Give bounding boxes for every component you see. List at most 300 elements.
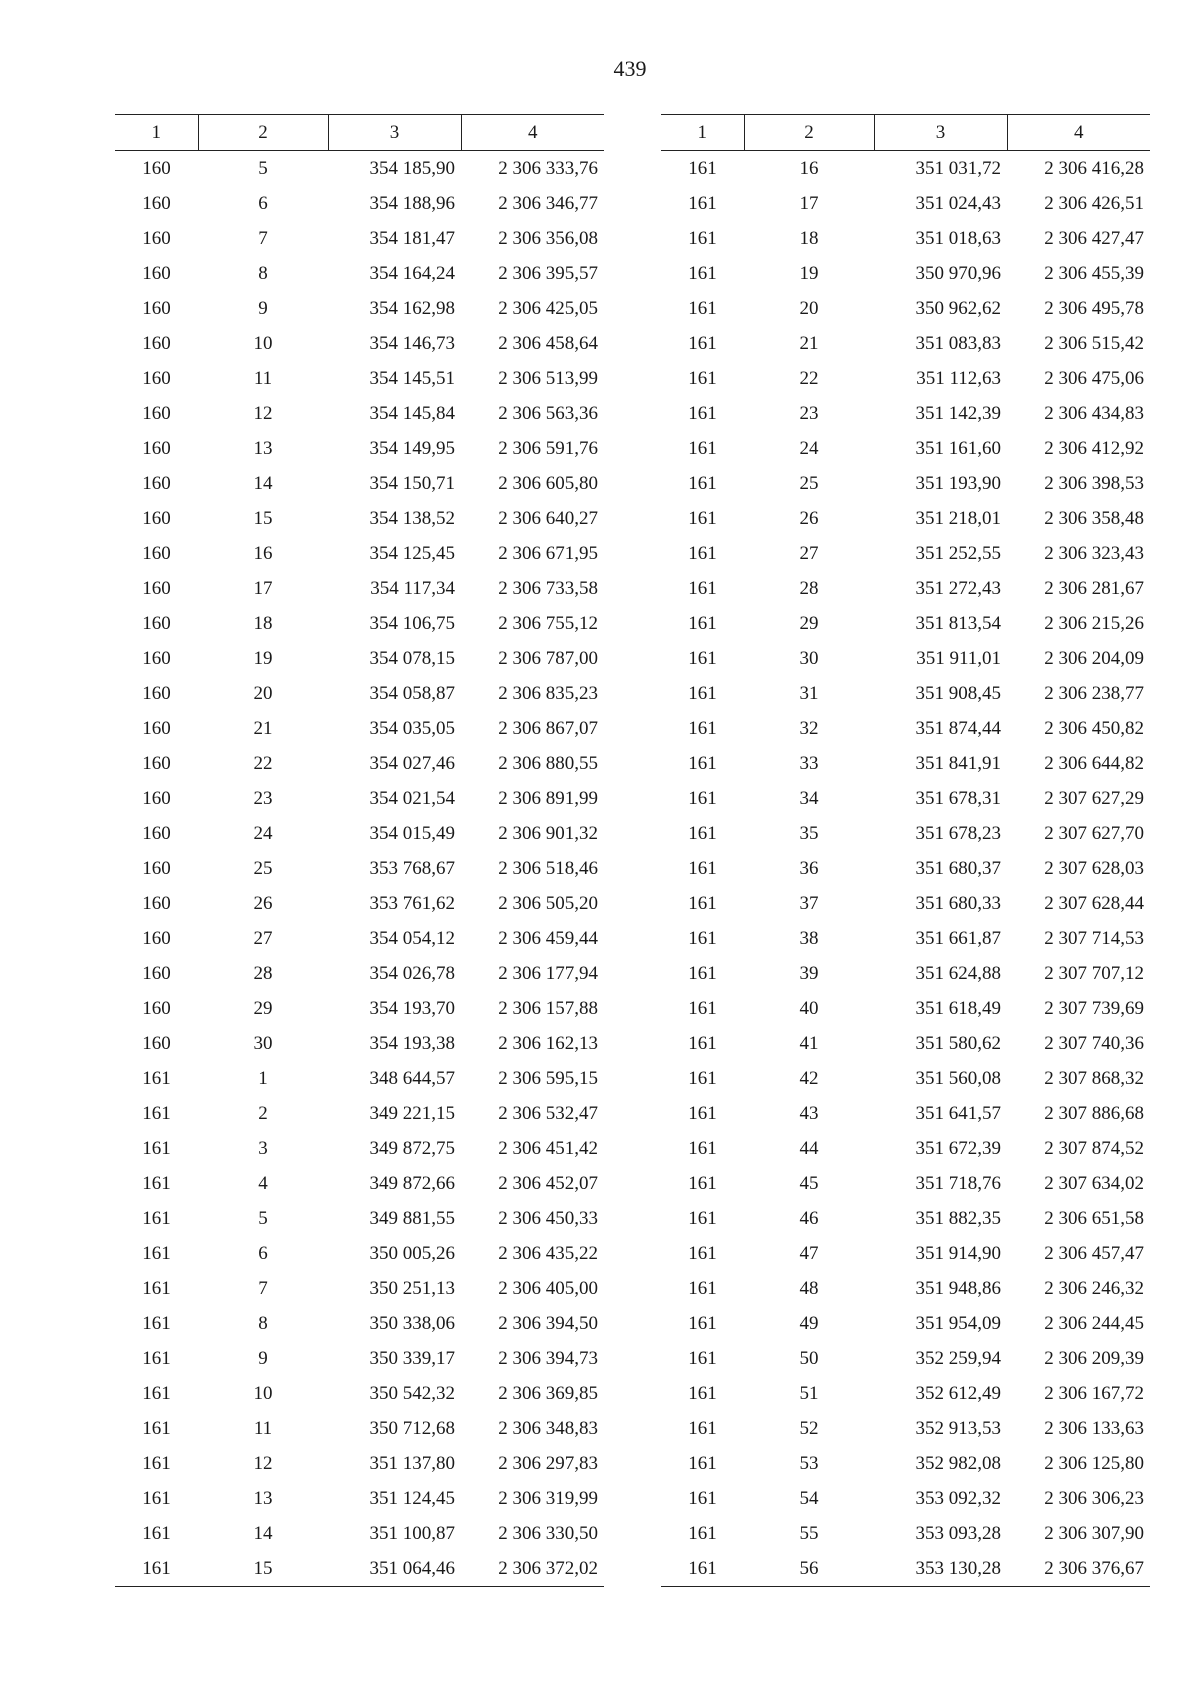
- cell-section: 161: [142, 1137, 171, 1159]
- cell-point: 25: [253, 857, 273, 879]
- cell-point: 29: [253, 997, 273, 1019]
- cell-y-coordinate: 2 307 740,36: [1044, 1032, 1144, 1054]
- cell-section: 160: [142, 157, 171, 179]
- cell-y-coordinate: 2 306 640,27: [498, 507, 598, 529]
- cell-x-coordinate: 353 130,28: [874, 1551, 1007, 1587]
- cell-point: 30: [253, 1032, 273, 1054]
- cell-point: 9: [258, 1347, 268, 1369]
- table-row: [661, 1376, 1150, 1411]
- cell-section: 161: [661, 1551, 744, 1587]
- cell-y-coordinate: 2 306 372,02: [461, 1551, 604, 1587]
- column-header-2: 2: [744, 115, 874, 151]
- cell-point: 12: [253, 1452, 273, 1474]
- cell-point: 48: [799, 1277, 819, 1299]
- cell-point: 37: [799, 892, 819, 914]
- cell-section: 161: [688, 1382, 717, 1404]
- cell-x-coordinate: 350 962,62: [915, 297, 1001, 319]
- cell-point: 12: [253, 402, 273, 424]
- cell-x-coordinate: 352 612,49: [915, 1382, 1001, 1404]
- cell-x-coordinate: 354 149,95: [369, 437, 455, 459]
- cell-point: 19: [253, 647, 273, 669]
- cell-section: 160: [142, 1032, 171, 1054]
- cell-x-coordinate: 351 908,45: [915, 682, 1001, 704]
- cell-x-coordinate: 354 078,15: [369, 647, 455, 669]
- cell-x-coordinate: 351 841,91: [915, 752, 1001, 774]
- table-row: [661, 1411, 1150, 1446]
- cell-section: 160: [142, 962, 171, 984]
- cell-y-coordinate: 2 306 452,07: [498, 1172, 598, 1194]
- table-row: [115, 291, 604, 326]
- table-row: [661, 361, 1150, 396]
- cell-x-coordinate: 351 064,46: [328, 1551, 461, 1587]
- cell-y-coordinate: 2 306 515,42: [1044, 332, 1144, 354]
- cell-section: 160: [142, 542, 171, 564]
- cell-x-coordinate: 351 193,90: [915, 472, 1001, 494]
- cell-point: 10: [253, 1382, 273, 1404]
- table-row: [661, 256, 1150, 291]
- table-row: [661, 921, 1150, 956]
- table-row: [115, 186, 604, 221]
- cell-point: 23: [799, 402, 819, 424]
- table-row: [115, 1446, 604, 1481]
- cell-y-coordinate: 2 306 563,36: [498, 402, 598, 424]
- cell-point: 14: [253, 1522, 273, 1544]
- cell-section: 161: [688, 857, 717, 879]
- cell-y-coordinate: 2 306 457,47: [1044, 1242, 1144, 1264]
- cell-y-coordinate: 2 306 209,39: [1044, 1347, 1144, 1369]
- cell-y-coordinate: 2 306 505,20: [498, 892, 598, 914]
- table-row: [661, 151, 1150, 187]
- table-row: [661, 1481, 1150, 1516]
- cell-point: 17: [253, 577, 273, 599]
- cell-point: 42: [799, 1067, 819, 1089]
- table-row: [115, 1481, 604, 1516]
- column-header-4: 4: [461, 115, 604, 151]
- cell-point: 15: [253, 507, 273, 529]
- cell-section: 161: [688, 1032, 717, 1054]
- table-row: [661, 1131, 1150, 1166]
- cell-x-coordinate: 354 035,05: [369, 717, 455, 739]
- cell-point: 41: [799, 1032, 819, 1054]
- cell-point: 9: [258, 297, 268, 319]
- table-row: [115, 1131, 604, 1166]
- cell-y-coordinate: 2 306 356,08: [498, 227, 598, 249]
- cell-section: 161: [142, 1347, 171, 1369]
- cell-section: 161: [688, 262, 717, 284]
- table-row: [115, 1236, 604, 1271]
- cell-section: 161: [688, 1487, 717, 1509]
- cell-y-coordinate: 2 306 215,26: [1044, 612, 1144, 634]
- cell-point: 18: [253, 612, 273, 634]
- cell-point: 17: [799, 192, 819, 214]
- table-row: [115, 851, 604, 886]
- cell-point: 33: [799, 752, 819, 774]
- cell-y-coordinate: 2 306 451,42: [498, 1137, 598, 1159]
- cell-x-coordinate: 354 193,70: [369, 997, 455, 1019]
- cell-y-coordinate: 2 306 416,28: [1044, 157, 1144, 179]
- cell-section: 161: [688, 647, 717, 669]
- table-row: [661, 746, 1150, 781]
- table-row: [115, 1551, 604, 1587]
- table-row: [661, 1551, 1150, 1587]
- cell-y-coordinate: 2 306 394,73: [498, 1347, 598, 1369]
- cell-point: 35: [799, 822, 819, 844]
- cell-y-coordinate: 2 306 450,33: [498, 1207, 598, 1229]
- cell-point: 46: [799, 1207, 819, 1229]
- cell-x-coordinate: 351 560,08: [915, 1067, 1001, 1089]
- cell-point: 24: [253, 822, 273, 844]
- cell-y-coordinate: 2 306 412,92: [1044, 437, 1144, 459]
- cell-x-coordinate: 351 580,62: [915, 1032, 1001, 1054]
- cell-section: 161: [688, 1347, 717, 1369]
- table-row: [661, 781, 1150, 816]
- table-row: [115, 1341, 604, 1376]
- table-row: [115, 1271, 604, 1306]
- cell-section: 160: [142, 507, 171, 529]
- cell-point: 29: [799, 612, 819, 634]
- cell-point: 23: [253, 787, 273, 809]
- cell-x-coordinate: 353 768,67: [369, 857, 455, 879]
- cell-section: 161: [688, 1102, 717, 1124]
- column-header-1: 1: [661, 115, 744, 151]
- cell-point: 5: [258, 1207, 268, 1229]
- cell-section: 160: [142, 682, 171, 704]
- cell-point: 1: [258, 1067, 268, 1089]
- cell-x-coordinate: 351 948,86: [915, 1277, 1001, 1299]
- cell-section: 161: [688, 542, 717, 564]
- cell-y-coordinate: 2 306 323,43: [1044, 542, 1144, 564]
- cell-y-coordinate: 2 306 348,83: [498, 1417, 598, 1439]
- cell-point: 50: [799, 1347, 819, 1369]
- cell-x-coordinate: 349 872,66: [369, 1172, 455, 1194]
- cell-point: 7: [258, 1277, 268, 1299]
- table-row: [661, 291, 1150, 326]
- column-header-3: 3: [328, 115, 461, 151]
- cell-section: 160: [142, 437, 171, 459]
- table-row: [661, 1026, 1150, 1061]
- cell-x-coordinate: 351 813,54: [915, 612, 1001, 634]
- cell-x-coordinate: 351 680,37: [915, 857, 1001, 879]
- table-row: [661, 536, 1150, 571]
- cell-x-coordinate: 354 021,54: [369, 787, 455, 809]
- cell-point: 8: [258, 1312, 268, 1334]
- cell-y-coordinate: 2 306 671,95: [498, 542, 598, 564]
- table-row: [115, 746, 604, 781]
- cell-y-coordinate: 2 306 369,85: [498, 1382, 598, 1404]
- cell-x-coordinate: 354 145,84: [369, 402, 455, 424]
- table-row: [115, 816, 604, 851]
- cell-section: 160: [142, 367, 171, 389]
- cell-point: 45: [799, 1172, 819, 1194]
- cell-point: 51: [799, 1382, 819, 1404]
- cell-section: 161: [688, 297, 717, 319]
- table-row: [115, 361, 604, 396]
- cell-section: 161: [142, 1067, 171, 1089]
- cell-y-coordinate: 2 306 513,99: [498, 367, 598, 389]
- cell-y-coordinate: 2 306 475,06: [1044, 367, 1144, 389]
- cell-section: 161: [142, 1172, 171, 1194]
- cell-y-coordinate: 2 307 739,69: [1044, 997, 1144, 1019]
- cell-y-coordinate: 2 306 297,83: [498, 1452, 598, 1474]
- cell-y-coordinate: 2 306 395,57: [498, 262, 598, 284]
- cell-x-coordinate: 351 624,88: [915, 962, 1001, 984]
- cell-section: 161: [688, 752, 717, 774]
- table-row: [115, 641, 604, 676]
- cell-y-coordinate: 2 306 398,53: [1044, 472, 1144, 494]
- cell-section: 160: [142, 857, 171, 879]
- table-row: [661, 326, 1150, 361]
- cell-x-coordinate: 354 015,49: [369, 822, 455, 844]
- cell-point: 22: [253, 752, 273, 774]
- cell-y-coordinate: 2 306 238,77: [1044, 682, 1144, 704]
- cell-y-coordinate: 2 306 835,23: [498, 682, 598, 704]
- cell-section: 160: [142, 752, 171, 774]
- cell-y-coordinate: 2 306 333,76: [498, 157, 598, 179]
- cell-x-coordinate: 351 272,43: [915, 577, 1001, 599]
- table-row: [661, 1236, 1150, 1271]
- cell-x-coordinate: 354 027,46: [369, 752, 455, 774]
- cell-y-coordinate: 2 306 306,23: [1044, 1487, 1144, 1509]
- cell-x-coordinate: 349 221,15: [369, 1102, 455, 1124]
- cell-point: 27: [253, 927, 273, 949]
- cell-section: 161: [688, 927, 717, 949]
- cell-section: 161: [688, 1452, 717, 1474]
- table-row: [115, 466, 604, 501]
- cell-y-coordinate: 2 307 886,68: [1044, 1102, 1144, 1124]
- cell-section: 160: [142, 892, 171, 914]
- cell-section: 160: [142, 262, 171, 284]
- table-row: [661, 1096, 1150, 1131]
- cell-section: 161: [142, 1242, 171, 1264]
- cell-y-coordinate: 2 306 787,00: [498, 647, 598, 669]
- cell-section: 161: [688, 1522, 717, 1544]
- cell-x-coordinate: 350 251,13: [369, 1277, 455, 1299]
- cell-section: 161: [688, 577, 717, 599]
- cell-point: 14: [253, 472, 273, 494]
- table-row: [661, 501, 1150, 536]
- table-body-left: [115, 151, 604, 1587]
- cell-x-coordinate: 354 164,24: [369, 262, 455, 284]
- table-header-row: [661, 115, 1150, 151]
- cell-section: 160: [142, 472, 171, 494]
- cell-section: 161: [688, 192, 717, 214]
- cell-y-coordinate: 2 307 628,44: [1044, 892, 1144, 914]
- cell-section: 161: [688, 717, 717, 739]
- cell-section: 160: [142, 787, 171, 809]
- cell-y-coordinate: 2 306 651,58: [1044, 1207, 1144, 1229]
- cell-y-coordinate: 2 306 246,32: [1044, 1277, 1144, 1299]
- table-row: [661, 466, 1150, 501]
- cell-y-coordinate: 2 307 707,12: [1044, 962, 1144, 984]
- table-row: [661, 606, 1150, 641]
- cell-y-coordinate: 2 306 358,48: [1044, 507, 1144, 529]
- cell-point: 26: [799, 507, 819, 529]
- cell-x-coordinate: 348 644,57: [369, 1067, 455, 1089]
- table-row: [661, 1201, 1150, 1236]
- cell-section: 161: [688, 787, 717, 809]
- cell-y-coordinate: 2 306 394,50: [498, 1312, 598, 1334]
- cell-point: 34: [799, 787, 819, 809]
- table-row: [115, 676, 604, 711]
- table-row: [661, 676, 1150, 711]
- cell-point: 30: [799, 647, 819, 669]
- cell-y-coordinate: 2 307 628,03: [1044, 857, 1144, 879]
- cell-x-coordinate: 351 124,45: [369, 1487, 455, 1509]
- cell-point: 20: [799, 297, 819, 319]
- cell-point: 54: [799, 1487, 819, 1509]
- cell-x-coordinate: 354 026,78: [369, 962, 455, 984]
- table-row: [115, 256, 604, 291]
- cell-y-coordinate: 2 307 714,53: [1044, 927, 1144, 949]
- cell-section: 160: [142, 227, 171, 249]
- cell-section: 161: [688, 1207, 717, 1229]
- cell-point: 10: [253, 332, 273, 354]
- cell-point: 6: [258, 1242, 268, 1264]
- cell-section: 160: [142, 402, 171, 424]
- cell-y-coordinate: 2 306 426,51: [1044, 192, 1144, 214]
- cell-x-coordinate: 354 117,34: [370, 577, 455, 599]
- cell-x-coordinate: 351 882,35: [915, 1207, 1001, 1229]
- table-row: [115, 1026, 604, 1061]
- cell-point: 6: [258, 192, 268, 214]
- cell-point: 40: [799, 997, 819, 1019]
- cell-y-coordinate: 2 306 450,82: [1044, 717, 1144, 739]
- cell-point: 7: [258, 227, 268, 249]
- cell-section: 161: [142, 1207, 171, 1229]
- cell-y-coordinate: 2 306 605,80: [498, 472, 598, 494]
- table-row: [115, 1166, 604, 1201]
- table-row: [661, 886, 1150, 921]
- cell-y-coordinate: 2 306 532,47: [498, 1102, 598, 1124]
- cell-y-coordinate: 2 307 634,02: [1044, 1172, 1144, 1194]
- cell-point: 18: [799, 227, 819, 249]
- cell-section: 161: [688, 822, 717, 844]
- cell-y-coordinate: 2 306 595,15: [498, 1067, 598, 1089]
- cell-section: 161: [688, 1172, 717, 1194]
- cell-point: 21: [799, 332, 819, 354]
- page-number: 439: [613, 56, 647, 81]
- cell-section: 161: [688, 682, 717, 704]
- cell-y-coordinate: 2 306 244,45: [1044, 1312, 1144, 1334]
- table-row: [115, 1516, 604, 1551]
- table-header-row: [115, 115, 604, 151]
- cell-point: 11: [253, 367, 273, 389]
- cell-y-coordinate: 2 306 319,99: [498, 1487, 598, 1509]
- cell-section: 161: [688, 612, 717, 634]
- column-header-3: 3: [874, 115, 1007, 151]
- cell-y-coordinate: 2 306 459,44: [498, 927, 598, 949]
- cell-x-coordinate: 351 718,76: [915, 1172, 1001, 1194]
- cell-section: 161: [688, 157, 717, 179]
- table-row: [115, 711, 604, 746]
- cell-y-coordinate: 2 306 125,80: [1044, 1452, 1144, 1474]
- cell-y-coordinate: 2 306 405,00: [498, 1277, 598, 1299]
- cell-section: 161: [688, 997, 717, 1019]
- cell-section: 161: [115, 1551, 198, 1587]
- cell-point: 25: [799, 472, 819, 494]
- table-row: [115, 956, 604, 991]
- cell-x-coordinate: 351 083,83: [915, 332, 1001, 354]
- cell-point: 56: [744, 1551, 874, 1587]
- cell-x-coordinate: 350 338,06: [369, 1312, 455, 1334]
- cell-y-coordinate: 2 306 330,50: [498, 1522, 598, 1544]
- table-row: [661, 641, 1150, 676]
- cell-section: 160: [142, 612, 171, 634]
- table-body-right: [661, 151, 1150, 1587]
- cell-section: 161: [142, 1277, 171, 1299]
- cell-point: 43: [799, 1102, 819, 1124]
- table-row: [115, 1096, 604, 1131]
- table-row: [661, 1516, 1150, 1551]
- cell-section: 161: [142, 1452, 171, 1474]
- table-row: [661, 1446, 1150, 1481]
- cell-y-coordinate: 2 306 346,77: [498, 192, 598, 214]
- cell-x-coordinate: 351 680,33: [915, 892, 1001, 914]
- cell-section: 160: [142, 997, 171, 1019]
- cell-section: 160: [142, 822, 171, 844]
- cell-x-coordinate: 350 970,96: [915, 262, 1001, 284]
- table-row: [115, 396, 604, 431]
- cell-section: 161: [142, 1312, 171, 1334]
- table-row: [115, 1306, 604, 1341]
- cell-point: 13: [253, 1487, 273, 1509]
- table-row: [115, 991, 604, 1026]
- cell-point: 47: [799, 1242, 819, 1264]
- cell-y-coordinate: 2 306 204,09: [1044, 647, 1144, 669]
- cell-point: 24: [799, 437, 819, 459]
- cell-y-coordinate: 2 307 874,52: [1044, 1137, 1144, 1159]
- cell-y-coordinate: 2 306 755,12: [498, 612, 598, 634]
- cell-section: 160: [142, 192, 171, 214]
- cell-y-coordinate: 2 306 591,76: [498, 437, 598, 459]
- column-header-2: 2: [198, 115, 328, 151]
- cell-y-coordinate: 2 306 495,78: [1044, 297, 1144, 319]
- cell-y-coordinate: 2 306 425,05: [498, 297, 598, 319]
- column-header-1: 1: [115, 115, 198, 151]
- cell-y-coordinate: 2 307 627,70: [1044, 822, 1144, 844]
- cell-section: 161: [688, 402, 717, 424]
- cell-section: 160: [142, 332, 171, 354]
- cell-point: 55: [799, 1522, 819, 1544]
- cell-point: 21: [253, 717, 273, 739]
- cell-x-coordinate: 351 618,49: [915, 997, 1001, 1019]
- cell-section: 161: [688, 227, 717, 249]
- table-row: [661, 1341, 1150, 1376]
- cell-y-coordinate: 2 306 891,99: [498, 787, 598, 809]
- cell-x-coordinate: 353 092,32: [915, 1487, 1001, 1509]
- cell-x-coordinate: 350 712,68: [369, 1417, 455, 1439]
- cell-x-coordinate: 351 137,80: [369, 1452, 455, 1474]
- cell-point: 32: [799, 717, 819, 739]
- cell-point: 16: [799, 157, 819, 179]
- table-row: [661, 186, 1150, 221]
- cell-point: 52: [799, 1417, 819, 1439]
- cell-y-coordinate: 2 306 376,67: [1007, 1551, 1150, 1587]
- table-row: [115, 431, 604, 466]
- cell-section: 161: [142, 1487, 171, 1509]
- cell-y-coordinate: 2 306 518,46: [498, 857, 598, 879]
- table-row: [115, 1376, 604, 1411]
- cell-x-coordinate: 351 661,87: [915, 927, 1001, 949]
- cell-x-coordinate: 352 982,08: [915, 1452, 1001, 1474]
- cell-point: 44: [799, 1137, 819, 1159]
- table-row: [661, 1061, 1150, 1096]
- cell-point: 36: [799, 857, 819, 879]
- cell-x-coordinate: 349 872,75: [369, 1137, 455, 1159]
- cell-x-coordinate: 351 641,57: [915, 1102, 1001, 1124]
- table-row: [661, 711, 1150, 746]
- cell-section: 161: [688, 1417, 717, 1439]
